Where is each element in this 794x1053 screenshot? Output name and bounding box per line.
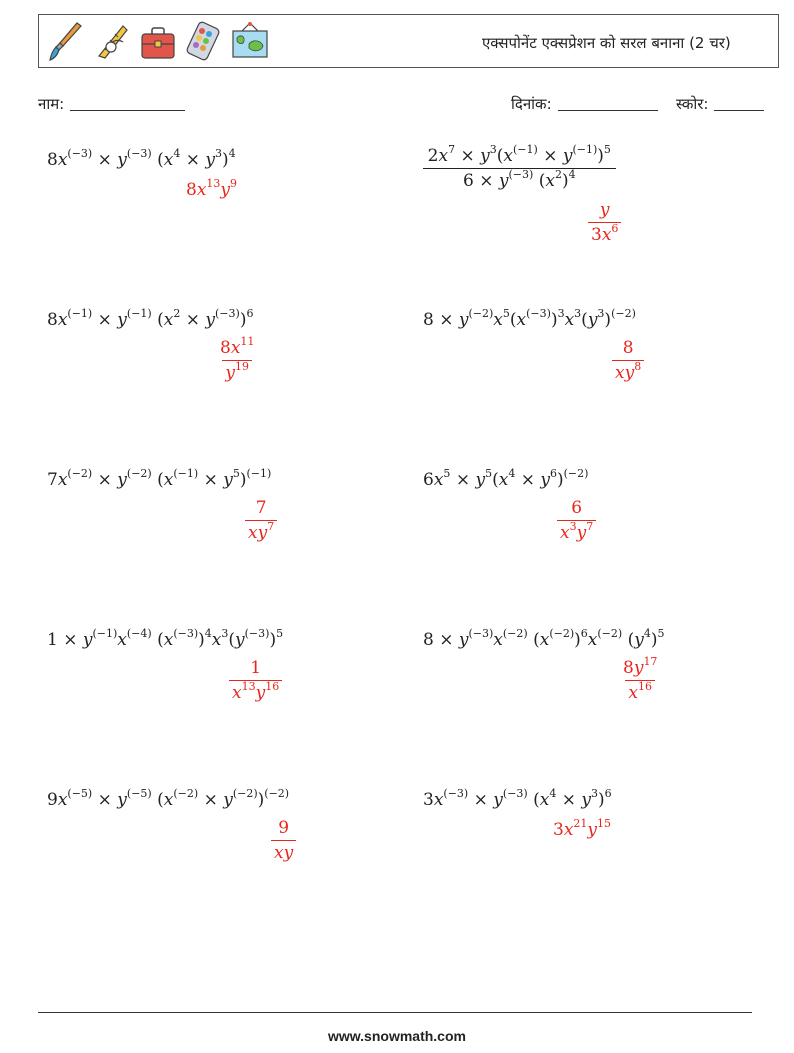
problem-3-expression: $8x^{(-1)} \times y^{(-1)}$ $(x^2 \times y^{(-3)})^6$	[47, 307, 254, 330]
problem-8-expression: $8 \times y^{(-3)}x^{(-2)}$ $(x^{(-2)})^6x^{(-2)}$ $(y^4)^5$	[423, 627, 665, 650]
protractor-icon	[93, 20, 131, 62]
problem-4-expression: $8 \times y^{(-2)}x^5(x^{(-3)})^3x^3(y^3)^{(-2)}$	[423, 307, 636, 330]
problem-9-expression: $9x^{(-5)} \times y^{(-5)}$ $(x^{(-2)} \times y^{(-2)})^{(-2)}$	[47, 787, 290, 810]
problem-10-expression: $3x^{(-3)} \times y^{(-3)}$ $(x^4 \times y^3)^6$	[423, 787, 612, 810]
name-label: नाम:	[38, 95, 65, 113]
date-label: दिनांक:	[511, 95, 552, 113]
problem-2-answer: $\frac{y}{3x^6}$	[588, 200, 621, 245]
problem-9-answer: $\frac{9}{xy}$	[271, 818, 296, 863]
problem-7-answer: $\frac{1}{x^{13}y^{16}}$	[229, 658, 282, 703]
header-icons	[47, 20, 269, 62]
problem-6-expression: $6x^5 \times y^5(x^4 \times y^6)^{(-2)}$	[423, 467, 589, 490]
problem-5-answer: $\frac{7}{xy^7}$	[245, 498, 277, 543]
date-field[interactable]	[511, 94, 658, 114]
problem-7-expression: $1 \times y^{(-1)}x^{(-4)}$ $(x^{(-3)})^4x^3(y^{(-3)})^5$	[47, 627, 284, 650]
score-blank-line[interactable]	[714, 110, 764, 111]
problem-1-answer: $8x^{13}y^9$	[186, 177, 238, 200]
score-label: स्कोर:	[676, 95, 709, 113]
problem-2-expression: $\frac{2x^7 \times y^3(x^{(-1)} \times y^{(-1)})^5}{6 \times y^{(-3)} (x^2)^4}$	[423, 146, 616, 191]
worksheet-header	[38, 14, 779, 68]
problem-6-answer: $\frac{6}{x^3y^7}$	[557, 498, 596, 543]
briefcase-icon	[139, 20, 177, 62]
problem-10-answer: $3x^{21}y^{15}$	[553, 817, 612, 840]
problem-1-expression: $8x^{(-3)} \times y^{(-3)}$ $(x^4 \times y^3)^4$	[47, 147, 236, 170]
name-field[interactable]	[38, 94, 185, 114]
name-blank-line[interactable]	[70, 110, 185, 111]
score-field[interactable]	[676, 94, 764, 114]
worksheet-title: एक्सपोनेंट एक्सप्रेशन को सरल बनाना (2 चर)	[482, 34, 731, 52]
problem-5-expression: $7x^{(-2)} \times y^{(-2)}$ $(x^{(-1)} \times y^5)^{(-1)}$	[47, 467, 272, 490]
paintbrush-icon	[47, 20, 85, 62]
problem-8-answer: $\frac{8y^{17}}{x^{16}}$	[623, 655, 658, 703]
map-board-icon	[231, 20, 269, 62]
footer-website[interactable]: www.snowmath.com	[328, 1028, 466, 1044]
paint-palette-icon	[185, 20, 223, 62]
problem-3-answer: $\frac{8x^{11}}{y^{19}}$	[220, 335, 255, 383]
problem-4-answer: $\frac{8}{xy^8}$	[612, 338, 644, 383]
date-blank-line[interactable]	[558, 110, 658, 111]
footer-divider	[38, 1012, 752, 1013]
